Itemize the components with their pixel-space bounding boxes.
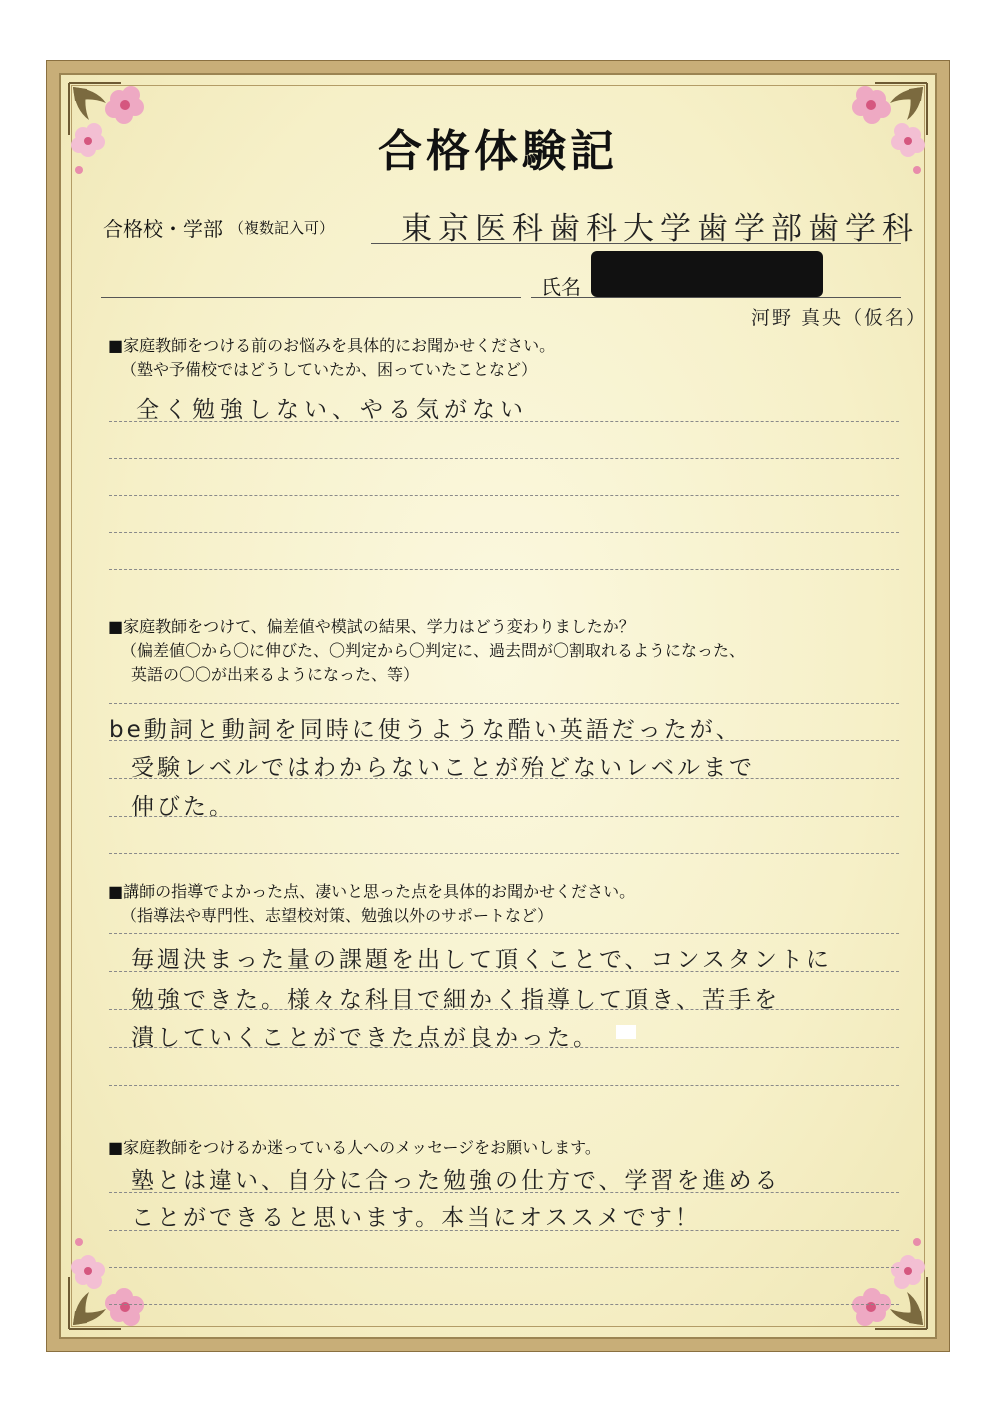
redacted-name [591, 251, 823, 297]
name-underline [531, 297, 901, 298]
answer-3-line-3: 潰していくことができた点が良かった。 [131, 1025, 599, 1051]
answer-2-line-3: 伸びた。 [131, 794, 235, 820]
name-left-rule [101, 297, 521, 298]
answer-2-line-2: 受験レベルではわからないことが殆どないレベルまで [131, 755, 755, 781]
white-out-mark [616, 1025, 636, 1039]
name-label: 氏名 [541, 275, 581, 299]
pseudonym: 河野 真央（仮名） [751, 307, 928, 329]
question-3-sub: （指導法や専門性、志望校対策、勉強以外のサポートなど） [121, 906, 554, 925]
question-4: ■家庭教師をつけるか迷っている人へのメッセージをお願いします。 [108, 1138, 601, 1157]
answer-2-line-1: be動詞と動詞を同時に使うような酷い英語だったが、 [109, 717, 742, 743]
testimonial-sheet [46, 60, 950, 1352]
page-title: 合格体験記 [378, 126, 618, 177]
sheet-paper [59, 73, 937, 1339]
question-3: ■講師の指導でよかった点、凄いと思った点を具体的お聞かせください。 [108, 882, 636, 901]
answer-4-line-1: 塾とは違い、自分に合った勉強の仕方で、学習を進める [131, 1168, 781, 1194]
cherry-blossom-icon [61, 1227, 211, 1337]
question-1: ■家庭教師をつける前のお悩みを具体的にお聞かせください。 [108, 336, 556, 355]
question-2-sub-2: 英語の〇〇が出来るようになった、等） [131, 665, 420, 684]
question-2: ■家庭教師をつけて、偏差値や模試の結果、学力はどう変わりましたか？ [108, 617, 635, 636]
answer-1-line-1: 全く勉強しない、やる気がない [136, 397, 528, 423]
school-label: 合格校・学部 [103, 217, 223, 241]
question-1-sub: （塾や予備校ではどうしていたか、困っていたことなど） [121, 360, 538, 379]
cherry-blossom-icon [785, 1227, 935, 1337]
answer-3-line-1: 毎週決まった量の課題を出して頂くことで、コンスタントに [131, 947, 832, 973]
school-note: （複数記入可） [229, 219, 335, 237]
question-2-sub-1: （偏差値〇から〇に伸びた、〇判定から〇判定に、過去問が〇割取れるようになった、 [121, 641, 746, 660]
answer-4-line-2: ことができると思います。本当にオススメです！ [131, 1205, 701, 1231]
school-underline [371, 243, 901, 244]
answer-3-line-2: 勉強できた。様々な科目で細かく指導して頂き、苦手を [131, 987, 781, 1013]
school-value: 東京医科歯科大学歯学部歯学科 [401, 211, 919, 247]
